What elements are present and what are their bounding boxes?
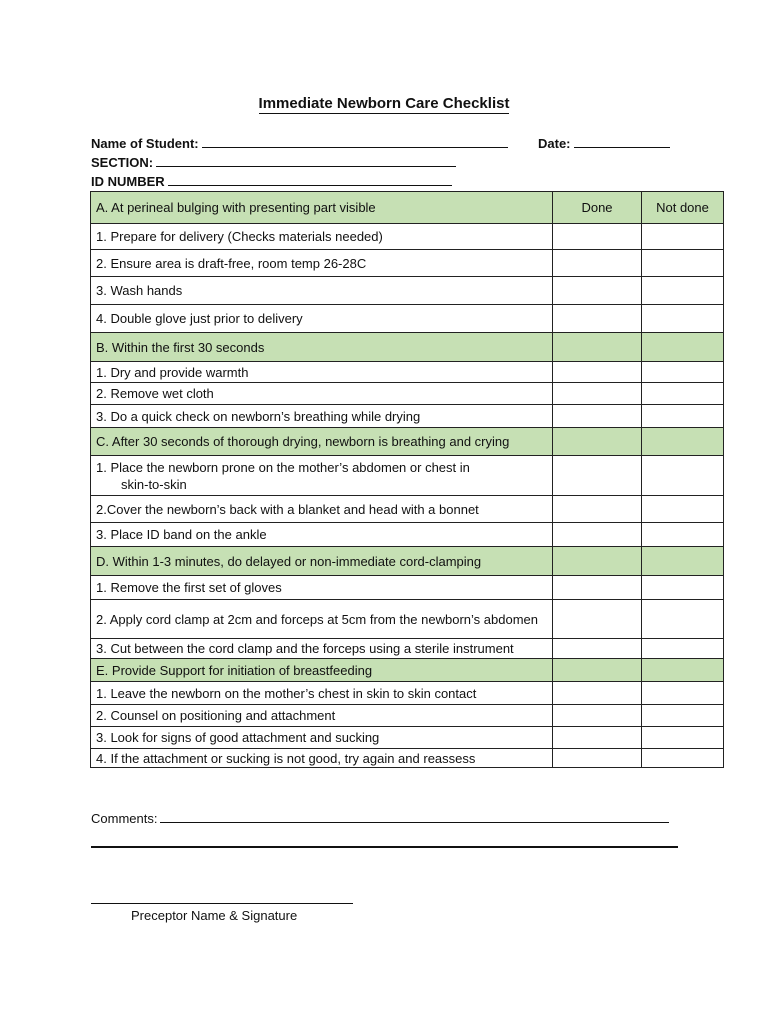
section-header-label: A. At perineal bulging with presenting part visible (91, 192, 553, 224)
checklist-item: 2. Counsel on positioning and attachment (91, 705, 553, 727)
done-cell (553, 333, 642, 362)
section-field[interactable] (91, 155, 456, 170)
id-number-line[interactable] (168, 174, 452, 186)
table-row (91, 250, 724, 277)
not-done-cell[interactable] (642, 727, 724, 749)
date-label: Date: (538, 136, 571, 151)
section-header-label: B. Within the first 30 seconds (91, 333, 553, 362)
student-name-label: Name of Student: (91, 136, 199, 151)
table-row (91, 405, 724, 428)
section-line[interactable] (156, 155, 456, 167)
checklist-item: 3. Wash hands (91, 277, 553, 305)
not-done-cell[interactable] (642, 362, 724, 383)
done-cell[interactable] (553, 749, 642, 768)
checklist-item: 4. If the attachment or sucking is not good, try again and reassess (91, 749, 553, 768)
done-cell[interactable] (553, 224, 642, 250)
date-line[interactable] (574, 136, 670, 148)
done-cell[interactable] (553, 456, 642, 496)
table-row (91, 600, 724, 639)
checklist-item: 2. Remove wet cloth (91, 383, 553, 405)
section-header-a (91, 192, 724, 224)
not-done-cell[interactable] (642, 496, 724, 523)
id-number-field[interactable] (91, 174, 452, 189)
checklist-item: 1. Leave the newborn on the mother’s chest in skin to skin contact (91, 682, 553, 705)
section-header-label: E. Provide Support for initiation of breastfeeding (91, 659, 553, 682)
checklist-item: 2. Apply cord clamp at 2cm and forceps at 5cm from the newborn’s abdomen (91, 600, 553, 639)
table-row (91, 682, 724, 705)
table-row (91, 639, 724, 659)
not-done-cell[interactable] (642, 682, 724, 705)
section-header-e (91, 659, 724, 682)
table-row (91, 523, 724, 547)
checklist-item: 3. Place ID band on the ankle (91, 523, 553, 547)
checklist-item: 3. Look for signs of good attachment and sucking (91, 727, 553, 749)
table-row (91, 727, 724, 749)
student-name-line[interactable] (202, 136, 508, 148)
not-done-cell[interactable] (642, 456, 724, 496)
comments-label: Comments: (91, 811, 158, 826)
section-header-c (91, 428, 724, 456)
checklist-item: 2. Ensure area is draft-free, room temp 26-28C (91, 250, 553, 277)
done-cell[interactable] (553, 383, 642, 405)
date-field[interactable] (538, 136, 670, 151)
not-done-cell[interactable] (642, 383, 724, 405)
done-cell[interactable] (553, 405, 642, 428)
signature-label: Preceptor Name & Signature (131, 908, 298, 923)
done-cell[interactable] (553, 277, 642, 305)
not-done-cell[interactable] (642, 250, 724, 277)
checklist-item (91, 456, 553, 496)
not-done-column-header: Not done (642, 192, 724, 224)
table-row (91, 496, 724, 523)
done-cell (553, 659, 642, 682)
done-column-header: Done (553, 192, 642, 224)
checklist-item: 1. Prepare for delivery (Checks materials needed) (91, 224, 553, 250)
not-done-cell (642, 547, 724, 576)
checklist-item: 4. Double glove just prior to delivery (91, 305, 553, 333)
table-row (91, 224, 724, 250)
not-done-cell[interactable] (642, 639, 724, 659)
document-title: Immediate Newborn Care Checklist (258, 95, 510, 112)
not-done-cell[interactable] (642, 576, 724, 600)
comments-divider (91, 846, 678, 848)
done-cell[interactable] (553, 682, 642, 705)
not-done-cell[interactable] (642, 600, 724, 639)
checklist-item: 3. Do a quick check on newborn’s breathing while drying (91, 405, 553, 428)
checklist-item: 3. Cut between the cord clamp and the forceps using a sterile instrument (91, 639, 553, 659)
section-header-b (91, 333, 724, 362)
table-row (91, 277, 724, 305)
table-row (91, 305, 724, 333)
table-row (91, 749, 724, 768)
table-row (91, 383, 724, 405)
checklist-item-line: 1. Place the newborn prone on the mother’s abdomen or chest in (96, 459, 470, 475)
student-name-field[interactable] (91, 136, 508, 151)
done-cell[interactable] (553, 250, 642, 277)
done-cell[interactable] (553, 705, 642, 727)
checklist-table (90, 191, 724, 768)
done-cell[interactable] (553, 496, 642, 523)
section-header-d (91, 547, 724, 576)
not-done-cell[interactable] (642, 405, 724, 428)
done-cell (553, 428, 642, 456)
done-cell[interactable] (553, 727, 642, 749)
table-row (91, 362, 724, 383)
not-done-cell[interactable] (642, 705, 724, 727)
not-done-cell[interactable] (642, 305, 724, 333)
id-number-label: ID NUMBER (91, 174, 165, 189)
done-cell[interactable] (553, 576, 642, 600)
comments-line[interactable] (160, 811, 669, 823)
checklist-item: 2.Cover the newborn’s back with a blanket and head with a bonnet (91, 496, 553, 523)
table-row (91, 456, 724, 496)
done-cell[interactable] (553, 305, 642, 333)
checklist-item: 1. Dry and provide warmth (91, 362, 553, 383)
done-cell[interactable] (553, 600, 642, 639)
done-cell[interactable] (553, 362, 642, 383)
not-done-cell[interactable] (642, 523, 724, 547)
done-cell[interactable] (553, 639, 642, 659)
section-header-label: D. Within 1-3 minutes, do delayed or non-immediate cord-clamping (91, 547, 553, 576)
done-cell (553, 547, 642, 576)
not-done-cell (642, 333, 724, 362)
checklist-item-continuation: skin-to-skin (121, 476, 187, 492)
not-done-cell (642, 659, 724, 682)
not-done-cell[interactable] (642, 277, 724, 305)
comments-field[interactable] (91, 811, 669, 826)
done-cell[interactable] (553, 523, 642, 547)
table-row (91, 705, 724, 727)
table-row (91, 576, 724, 600)
not-done-cell[interactable] (642, 224, 724, 250)
not-done-cell[interactable] (642, 749, 724, 768)
section-label: SECTION: (91, 155, 154, 170)
not-done-cell (642, 428, 724, 456)
section-header-label: C. After 30 seconds of thorough drying, newborn is breathing and crying (91, 428, 553, 456)
checklist-item: 1. Remove the first set of gloves (91, 576, 553, 600)
signature-line[interactable] (91, 903, 353, 904)
